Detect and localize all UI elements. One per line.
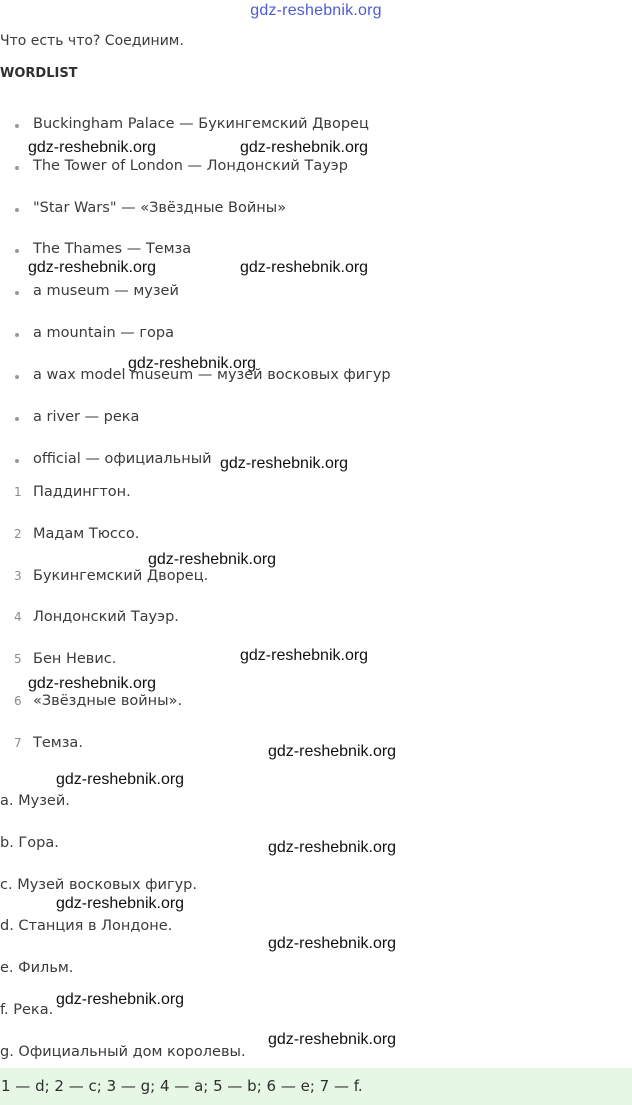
- watermark: gdz-reshebnik.org: [268, 839, 397, 856]
- bullet-icon: [15, 208, 19, 212]
- watermark: gdz-reshebnik.org: [148, 551, 277, 568]
- watermark: gdz-reshebnik.org: [240, 139, 369, 156]
- lettered-item: d. Станция в Лондоне.: [0, 918, 173, 934]
- watermark: gdz-reshebnik.org: [28, 139, 157, 156]
- item-number: 1: [14, 485, 22, 499]
- item-number: 4: [14, 610, 22, 624]
- watermark: gdz-reshebnik.org: [28, 259, 157, 276]
- item-number: 7: [14, 736, 22, 750]
- watermark: gdz-reshebnik.org: [220, 455, 349, 472]
- lettered-item: c. Музей восковых фигур.: [0, 877, 197, 893]
- lettered-item: g. Официальный дом королевы.: [0, 1044, 246, 1060]
- lettered-item: f. Река.: [0, 1002, 54, 1018]
- watermark: gdz-reshebnik.org: [128, 355, 257, 372]
- site-header[interactable]: gdz-reshebnik.org: [250, 2, 382, 19]
- lettered-item: b. Гора.: [0, 835, 59, 851]
- watermark: gdz-reshebnik.org: [268, 1031, 397, 1048]
- item-number: 5: [14, 652, 22, 666]
- bullet-icon: [15, 166, 19, 170]
- watermark: gdz-reshebnik.org: [28, 675, 157, 692]
- bullet-icon: [15, 417, 19, 421]
- watermark: gdz-reshebnik.org: [240, 647, 369, 664]
- wordlist-title: WORDLIST: [0, 66, 78, 81]
- item-number: 3: [14, 569, 22, 583]
- watermark: gdz-reshebnik.org: [268, 743, 397, 760]
- watermark: gdz-reshebnik.org: [56, 895, 185, 912]
- watermark: gdz-reshebnik.org: [56, 771, 185, 788]
- lettered-item: e. Фильм.: [0, 960, 74, 976]
- item-number: 2: [14, 527, 22, 541]
- watermark: gdz-reshebnik.org: [56, 991, 185, 1008]
- bullet-icon: [15, 459, 19, 463]
- watermark: gdz-reshebnik.org: [268, 935, 397, 952]
- bullet-icon: [15, 333, 19, 337]
- answer-box: [0, 1068, 632, 1105]
- watermark: gdz-reshebnik.org: [240, 259, 369, 276]
- bullet-icon: [15, 124, 19, 128]
- lettered-item: a. Музей.: [0, 793, 70, 809]
- bullet-icon: [15, 249, 19, 253]
- item-number: 6: [14, 694, 22, 708]
- bullet-icon: [15, 291, 19, 295]
- task-intro: Что есть что? Соединим.: [0, 33, 184, 49]
- answer-text: 1 — d; 2 — c; 3 — g; 4 — a; 5 — b; 6 — e; 7 — f.: [1, 1077, 363, 1095]
- bullet-icon: [15, 375, 19, 379]
